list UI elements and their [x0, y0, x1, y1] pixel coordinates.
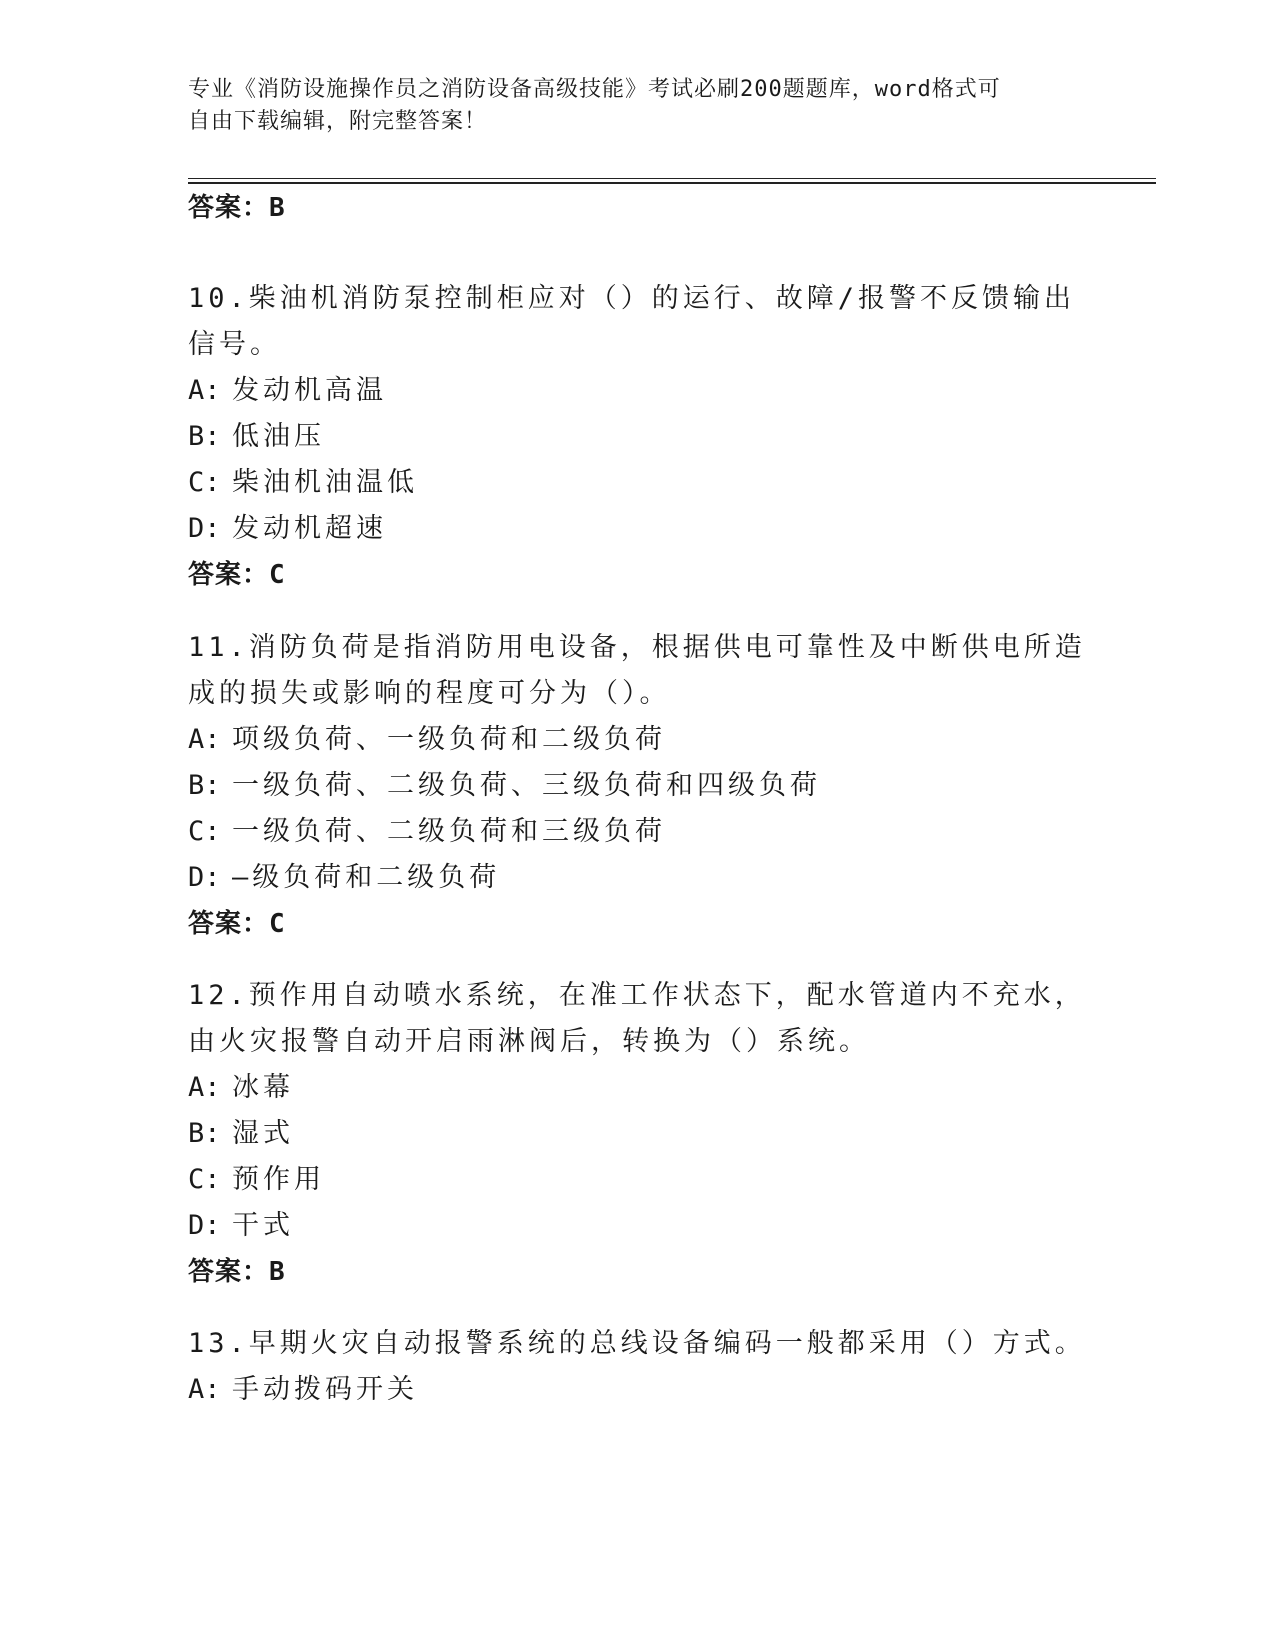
option-b — [188, 414, 1088, 460]
option-text: 项级负荷、一级负荷和二级负荷 — [232, 724, 666, 755]
option-letter: A: — [188, 375, 221, 406]
option-text: 手动拨码开关 — [232, 1374, 418, 1405]
header-divider — [188, 178, 1156, 184]
option-text: 预作用 — [232, 1164, 325, 1195]
option-letter: B: — [188, 1118, 221, 1149]
option-text: —级负荷和二级负荷 — [232, 862, 501, 893]
question-stem: 11.消防负荷是指消防用电设备，根据供电可靠性及中断供电所造成的损失或影响的程度可分为（）。 — [188, 632, 1086, 709]
option-letter: B: — [188, 421, 221, 452]
option-letter: C: — [188, 467, 221, 498]
option-text: 一级负荷、二级负荷和三级负荷 — [232, 816, 666, 847]
option-d — [188, 506, 1088, 552]
option-text: 一级负荷、二级负荷、三级负荷和四级负荷 — [232, 770, 821, 801]
question-stem: 10.柴油机消防泵控制柜应对（）的运行、故障/报警不反馈输出信号。 — [188, 283, 1076, 360]
question-10 — [188, 276, 1088, 598]
option-text: 湿式 — [232, 1118, 294, 1149]
option-b — [188, 1111, 1088, 1157]
header-line-1: 专业《消防设施操作员之消防设备高级技能》考试必刷200题题库，word格式可 — [188, 77, 1001, 102]
page-header — [188, 74, 1088, 138]
option-a — [188, 1367, 1088, 1413]
option-letter: D: — [188, 513, 221, 544]
option-letter: A: — [188, 724, 221, 755]
option-letter: D: — [188, 1210, 221, 1241]
question-stem: 12.预作用自动喷水系统，在准工作状态下，配水管道内不充水，由火灾报警自动开启雨淋阀后，转换为（）系统。 — [188, 980, 1086, 1057]
option-letter: A: — [188, 1072, 221, 1103]
option-letter: C: — [188, 816, 221, 847]
option-c — [188, 809, 1088, 855]
option-text: 低油压 — [232, 421, 325, 452]
option-text: 发动机高温 — [232, 375, 387, 406]
question-11 — [188, 625, 1088, 947]
answer-line: 答案：B — [188, 193, 286, 223]
option-text: 干式 — [232, 1210, 294, 1241]
question-13 — [188, 1321, 1088, 1413]
option-a — [188, 368, 1088, 414]
option-text: 冰幕 — [232, 1072, 294, 1103]
answer-line: 答案：C — [188, 560, 286, 590]
answer-line: 答案：B — [188, 1257, 286, 1287]
header-line-2: 自由下载编辑，附完整答案！ — [188, 109, 488, 134]
option-d — [188, 855, 1088, 901]
question-12 — [188, 973, 1088, 1295]
option-letter: D: — [188, 862, 221, 893]
option-text: 柴油机油温低 — [232, 467, 418, 498]
option-text: 发动机超速 — [232, 513, 387, 544]
option-a — [188, 717, 1088, 763]
answer-line: 答案：C — [188, 909, 286, 939]
option-a — [188, 1065, 1088, 1111]
option-letter: C: — [188, 1164, 221, 1195]
option-c — [188, 1157, 1088, 1203]
option-letter: B: — [188, 770, 221, 801]
option-b — [188, 763, 1088, 809]
option-d — [188, 1203, 1088, 1249]
question-stem: 13.早期火灾自动报警系统的总线设备编码一般都采用（）方式。 — [188, 1328, 1086, 1359]
option-c — [188, 460, 1088, 506]
option-letter: A: — [188, 1374, 221, 1405]
